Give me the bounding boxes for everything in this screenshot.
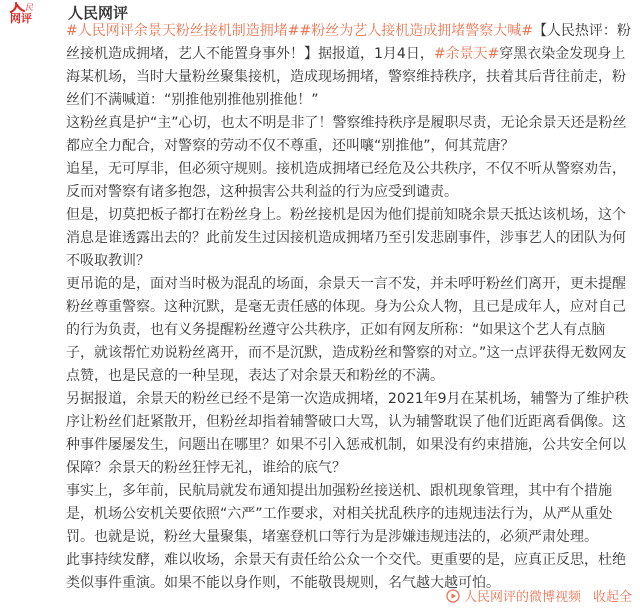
topic-link[interactable]: #粉丝为艺人接机造成拥堵警察大喊# — [299, 23, 533, 39]
account-avatar[interactable] — [8, 0, 52, 24]
post-text: 穿黑衣染金发现身上海某机场，当时大量粉丝聚集接机，造成现场拥堵，警察维持秩序，扶着其后背往前走，粉丝们不满喊道：“别推他别推他别推他！” — [66, 46, 626, 108]
collapse-button[interactable] — [593, 586, 632, 605]
post-paragraph: 更吊诡的是，面对当时极为混乱的场面，余景天一言不发，并未呼吁粉丝们离开，更未提醒粉丝尊重警察。这种沉默，是毫无责任感的体现。身为公众人物，且已是成年人，应对自己的行为负责，也有义务提醒粉丝遵守公共秩序，正如有网友所称：“如果这个艺人有点脑子，就该帮忙劝说粉丝离开，而不是沉默，造成粉丝和警察的对立。”这一点评获得无数网友点赞，也是民意的一种呈现，表达了对余景天和粉丝的不满。 — [66, 276, 627, 384]
post-text: 【人民热评：粉丝接机造成拥堵，艺人不能置身事外！】据报道，1月4日， — [66, 23, 631, 62]
collapse-label: 收起全 — [592, 590, 632, 605]
account-name[interactable]: 人民网评 — [68, 3, 129, 22]
post-content — [66, 20, 632, 595]
svg-text:网评: 网评 — [10, 12, 32, 24]
video-play-icon — [446, 589, 460, 603]
svg-text:民: 民 — [25, 3, 33, 12]
post-paragraph: 追星，无可厚非，但必须守规则。接机造成拥堵已经危及公共秩序，不仅不听从警察劝告，反而对警察有诸多抱怨，这种损害公共利益的行为应受到谴责。 — [66, 161, 626, 200]
topic-link[interactable]: #人民网评余景天粉丝接机制造拥堵# — [66, 23, 300, 39]
post-paragraph: 这粉丝真是护“主”心切，也太不明是非了！警察维持秩序是履职尽责，无论余景天还是粉丝都应全力配合，对警察的劳动不仅不尊重，还叫嚷“别推他”，何其荒唐？ — [66, 115, 627, 154]
post-paragraph: 事实上，多年前，民航局就发布通知提出加强粉丝接送机、跟机现象管理，其中有个措施是，机场公安机关要依照“六严”工作要求，对相关扰乱秩序的违规违法行为，从严从重处罚。也就是说，粉丝大量聚集，堵塞登机口等行为是涉嫌违规违法的，必须严肃处理。 — [66, 483, 613, 545]
weibo-video-link[interactable]: 人民网评的微博视频 — [463, 590, 581, 605]
post-paragraph: 另据报道，余景天的粉丝已经不是第一次造成拥堵，2021年9月在某机场，辅警为了维护秩序让粉丝们赶紧散开，但粉丝却指着辅警破口大骂，认为辅警耽误了他们近距离看偶像。这种事件屡屡发生，问题出在哪里？如果不引入惩戒机制，如果没有约束措施，公共安全何以保障？余景天的粉丝狂悖无礼，谁给的底气？ — [66, 391, 629, 476]
topic-link[interactable]: #余景天# — [433, 46, 500, 62]
post-paragraph: 此事持续发酵，难以收场，余景天有责任给公众一个交代。更重要的是，应真正反思，杜绝类似事件重演。如果不能以身作则，不能敬畏规则，名气越大越可怕。 — [66, 552, 626, 591]
renmin-wangping-logo-icon — [8, 0, 52, 24]
post-paragraph — [66, 20, 632, 112]
post-footer-links — [446, 586, 632, 605]
post-paragraph: 但是，切莫把板子都打在粉丝身上。粉丝接机是因为他们提前知晓余景天抵达该机场，这个消息是谁透露出去的？此前发生过因接机造成拥堵乃至引发悲剧事件，涉事艺人的团队为何不吸取教训？ — [66, 207, 626, 269]
